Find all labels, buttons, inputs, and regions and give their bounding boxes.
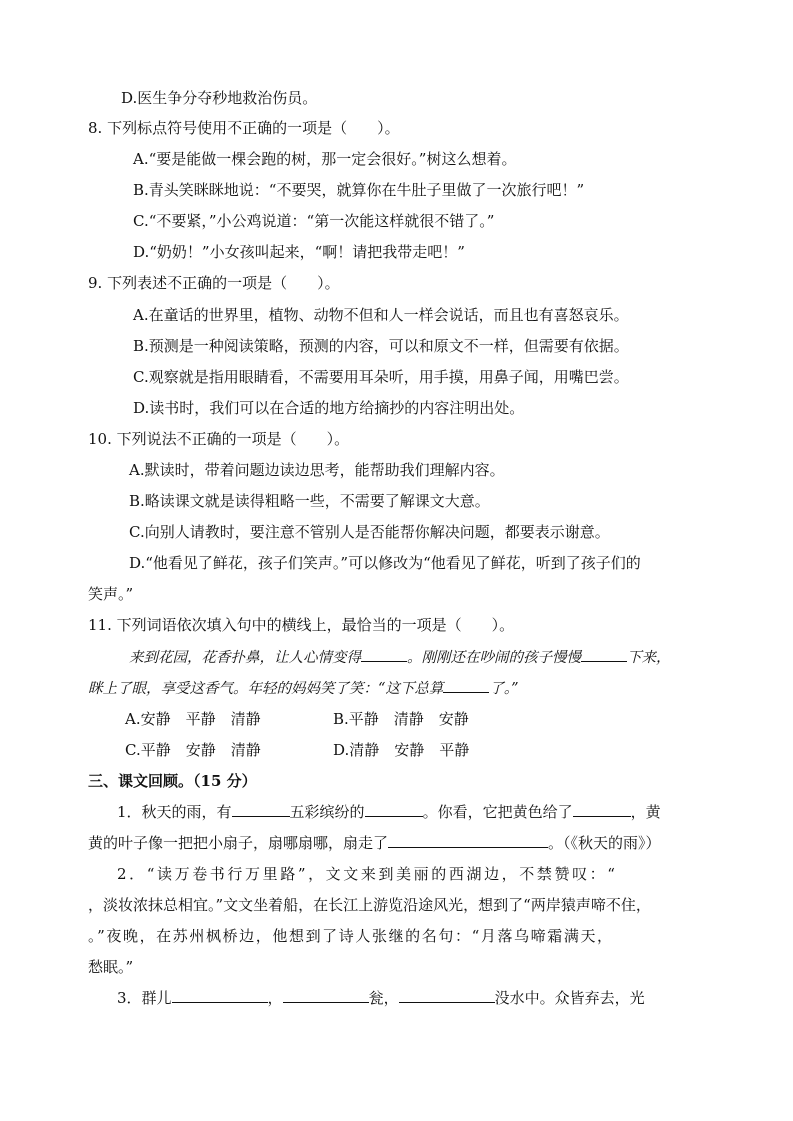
fill-blank[interactable] [573,802,631,817]
review-text: 3．群儿 [117,989,172,1007]
question-11-option-c: C.平静 安静 清静 [125,741,261,759]
option-d-line: D.医生争分夺秒地救治伤员。 [121,89,318,107]
question-9-option-a: A.在童话的世界里，植物、动物不但和人一样会说话，而且也有喜怒哀乐。 [133,306,629,324]
review-3-line-1 [117,988,645,1008]
question-11-option-d: D.清静 安静 平静 [333,741,470,759]
fill-blank[interactable] [361,647,407,662]
question-11-passage-line-1 [129,647,671,668]
review-2-line-1: 2．“读万卷书行万里路”，文文来到美丽的西湖边，不禁赞叹：“ [117,865,618,883]
review-text: 瓮， [368,989,399,1007]
review-text: ， [267,989,283,1007]
question-11-option-a: A.安静 平静 清静 [125,710,261,728]
review-text: ，黄 [630,803,661,821]
review-1-line-2 [88,833,661,853]
fill-blank[interactable] [172,988,268,1003]
review-text: 黄的叶子像一把把小扇子，扇哪扇哪，扇走了 [88,834,389,852]
fill-blank[interactable] [399,988,495,1003]
question-9: 9. 下列表述不正确的一项是（ ）。 [88,274,340,292]
review-text: 五彩缤纷的 [289,803,365,821]
question-8-option-b: B.青头笑眯眯地说：“不要哭，就算你在牛肚子里做了一次旅行吧！” [133,181,585,199]
review-text: 。你看，它把黄色给了 [422,803,573,821]
question-9-option-b: B.预测是一种阅读策略，预测的内容，可以和原文不一样，但需要有依据。 [133,337,629,355]
fill-blank[interactable] [365,802,423,817]
question-8-option-c: C.“不要紧，”小公鸡说道：“第一次能这样就很不错了。” [133,212,495,230]
question-11: 11. 下列词语依次填入句中的横线上，最恰当的一项是（ ）。 [88,616,515,634]
question-9-option-d: D.读书时，我们可以在合适的地方给摘抄的内容注明出处。 [133,399,525,417]
review-text: 1．秋天的雨，有 [117,803,232,821]
passage-text: 来到花园，花香扑鼻，让人心情变得 [129,650,361,666]
question-11-passage-line-2 [88,678,519,699]
question-10-option-d: D.“他看见了鲜花，孩子们笑声。”可以修改为“他看见了鲜花，听到了孩子们的 [129,554,641,572]
review-2-line-4: 愁眠。” [88,958,134,976]
question-8-option-a: A.“要是能做一棵会跑的树，那一定会很好。”树这么想着。 [133,150,517,168]
fill-blank[interactable] [232,802,290,817]
review-2-line-2: ，淡妆浓抹总相宜。”文文坐着船，在长江上游览沿途风光，想到了“两岸猿声啼不住， [88,896,651,914]
passage-text: 了。” [489,681,519,697]
question-8: 8. 下列标点符号使用不正确的一项是（ ）。 [88,119,400,137]
passage-text: 下来， [627,650,671,666]
review-text: 没水中。众皆弃去，光 [494,989,645,1007]
question-10-option-b: B.略读课文就是读得粗略一些，不需要了解课文大意。 [129,492,490,510]
fill-blank[interactable] [443,678,489,693]
review-2-line-3: 。”夜晚，在苏州枫桥边，他想到了诗人张继的名句：“月落乌啼霜满天， [88,927,614,945]
question-10-option-c: C.向别人请教时，要注意不管别人是否能帮你解决问题，都要表示谢意。 [129,523,610,541]
fill-blank[interactable] [581,647,627,662]
passage-text: 眯上了眼，享受这香气。年轻的妈妈笑了笑：“这下总算 [88,681,444,697]
question-11-option-b: B.平静 清静 安静 [333,710,469,728]
review-1-line-1 [117,802,661,822]
review-text: 。（《秋天的雨》） [548,834,661,852]
passage-text: 。刚刚还在吵闹的孩子慢慢 [407,650,581,666]
fill-blank[interactable] [283,988,369,1003]
question-8-option-d: D.“奶奶！”小女孩叫起来，“啊！请把我带走吧！” [133,243,465,261]
question-10: 10. 下列说法不正确的一项是（ ）。 [88,430,350,448]
fill-blank[interactable] [388,833,548,848]
question-10-option-a: A.默读时，带着问题边读边思考，能帮助我们理解内容。 [129,461,505,479]
question-9-option-c: C.观察就是指用眼睛看，不需要用耳朵听，用手摸，用鼻子闻，用嘴巴尝。 [133,368,629,386]
section-3-heading: 三、课文回顾。（15 分） [88,772,257,790]
question-10-option-d-cont: 笑声。” [88,585,134,603]
